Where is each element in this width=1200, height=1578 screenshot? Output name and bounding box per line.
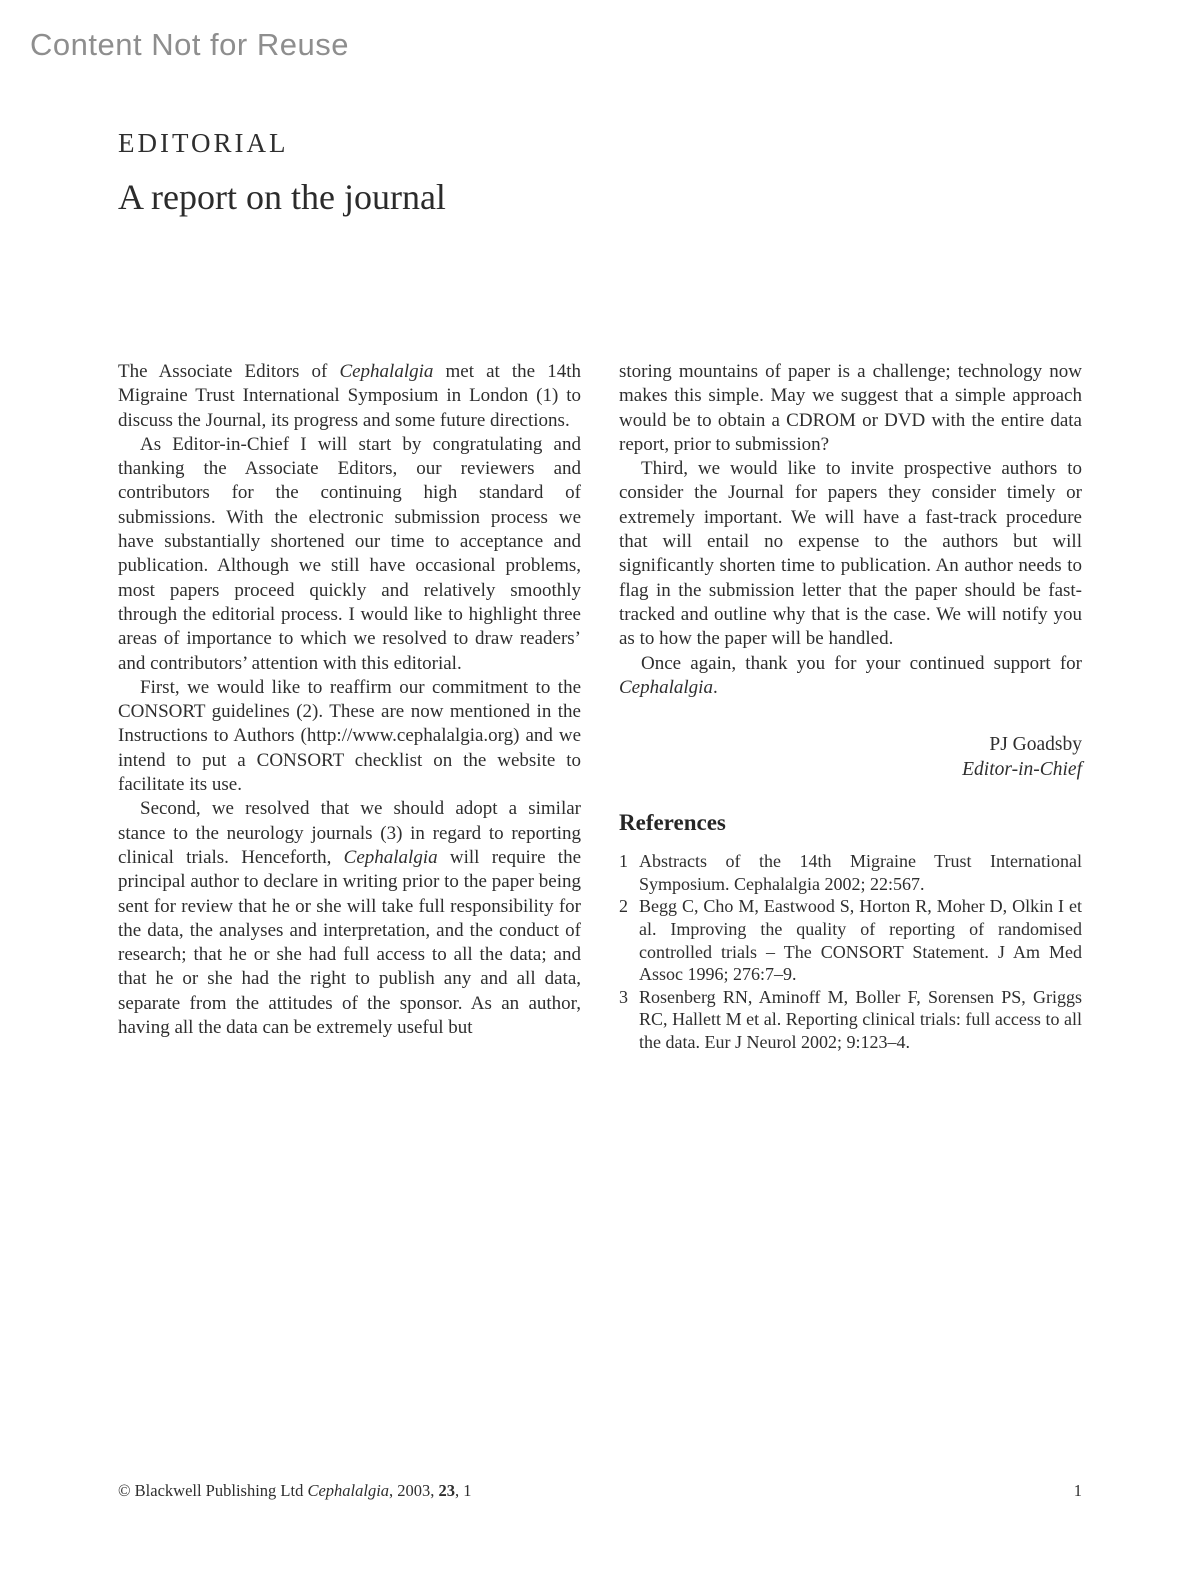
copyright-text: © Blackwell Publishing Ltd Cephalalgia, 2003, 23, 1	[118, 1481, 472, 1500]
reference-text: Begg C, Cho M, Eastwood S, Horton R, Moher D, Olkin I et al. Improving the quality of reporting of randomised controlled trials – The CONSORT Statement. J Am Med Assoc 1996; 276:7–9.	[639, 896, 1082, 985]
reference-text: Abstracts of the 14th Migraine Trust International Symposium. Cephalalgia 2002; 22:567.	[639, 851, 1082, 894]
reference-number: 3	[619, 986, 628, 1007]
paragraph: Once again, thank you for your continued support for Cephalalgia.	[619, 652, 1082, 698]
signature-role: Editor-in-Chief	[962, 759, 1082, 781]
reference-text: Rosenberg RN, Aminoff M, Boller F, Sorensen PS, Griggs RC, Hallett M et al. Reporting clinical trials: full access to all the data. Eur J Neurol 2002; 9:123–4.	[639, 986, 1082, 1052]
right-column	[619, 360, 1082, 1054]
signature-name: PJ Goadsby	[989, 734, 1082, 756]
section-kicker: EDITORIAL	[118, 128, 289, 158]
reference-item	[619, 895, 1082, 985]
reference-item	[619, 850, 1082, 895]
watermark-text: Content Not for Reuse	[30, 27, 349, 62]
article-title: A report on the journal	[118, 177, 446, 217]
reference-number: 2	[619, 896, 628, 917]
references-list	[619, 850, 1082, 1053]
paragraph: As Editor-in-Chief I will start by congratulating and thanking the Associate Editors, our reviewers and contributors for the continuing high standard of submissions. With the electronic submission process we have substantially shortened our time to acceptance and publication. Although we still have occasional problems, most papers proceed quickly and relatively smoothly through the editorial process. I would like to highlight three areas of importance to which we resolved to draw readers’ and contributors’ attention with this editorial.	[118, 433, 581, 674]
paragraph: First, we would like to reaffirm our commitment to the CONSORT guidelines (2). These are now mentioned in the Instructions to Authors (http://www.cephalalgia.org) and we intend to put a CONSORT checklist on the website to facilitate its use.	[118, 676, 581, 796]
references-heading: References	[619, 810, 726, 836]
paragraph: storing mountains of paper is a challenge; technology now makes this simple. May we suggest that a simple approach would be to obtain a CDROM or DVD with the entire data report, prior to submission?	[619, 361, 1082, 455]
reference-item	[619, 986, 1082, 1054]
left-column	[118, 360, 581, 1054]
signature-block	[619, 732, 1082, 782]
page-footer	[118, 1481, 1082, 1501]
article-body	[118, 360, 1082, 1054]
paragraph: Second, we resolved that we should adopt a similar stance to the neurology journals (3) in regard to reporting clinical trials. Henceforth, Cephalalgia will require the principal author to declare in writing prior to the paper being sent for review that he or she will take full responsibility for the data, the analyses and interpretation, and the conduct of research; that he or she had full access to all the data; and that he or she had the right to publish any and all data, separate from the attitudes of the sponsor. As an author, having all the data can be extremely useful but	[118, 798, 581, 1039]
paragraph: Third, we would like to invite prospective authors to consider the Journal for papers they consider timely or extremely important. We will have a fast-track procedure that will entail no expense to the authors but will significantly shorten time to publication. An author needs to flag in the submission letter that the paper should be fast-tracked and outline why that is the case. We will notify you as to how the paper will be handled.	[619, 458, 1082, 650]
reference-number: 1	[619, 851, 628, 872]
page-number: 1	[1073, 1481, 1082, 1500]
paragraph: The Associate Editors of Cephalalgia met at the 14th Migraine Trust International Symposium in London (1) to discuss the Journal, its progress and some future directions.	[118, 361, 581, 431]
